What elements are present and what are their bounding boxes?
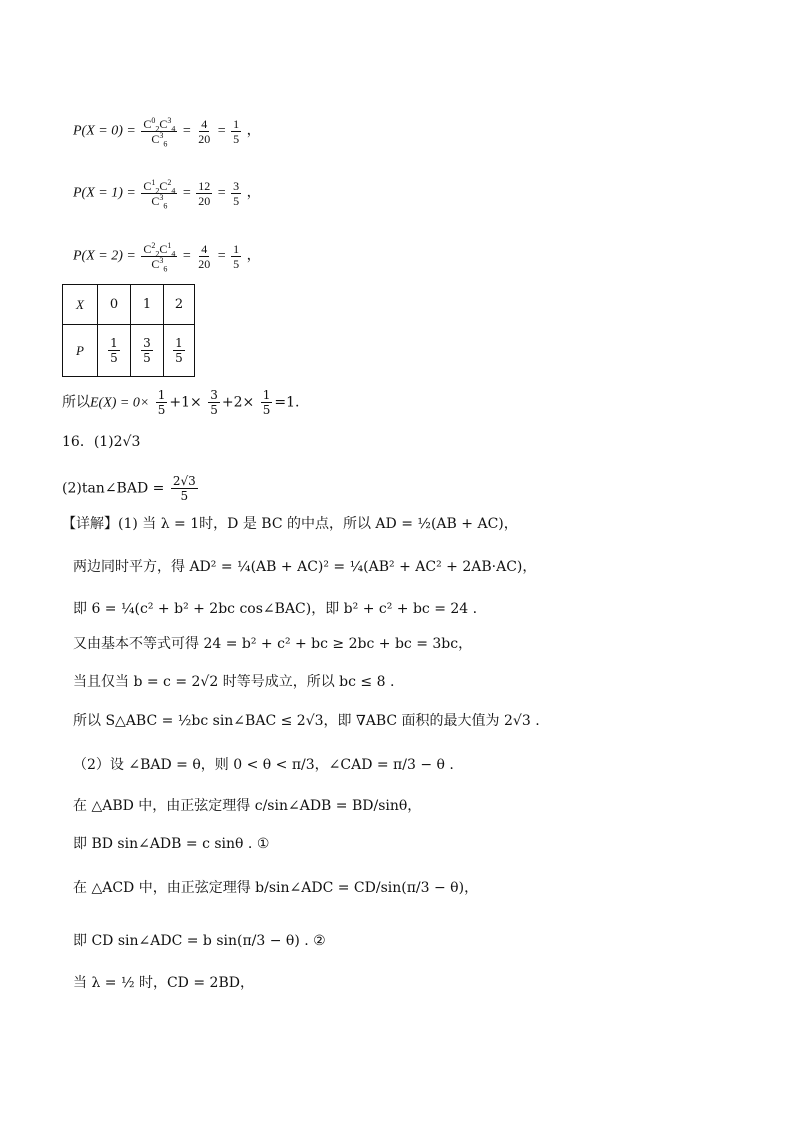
expect-lhs: E(X) = 0× <box>90 395 150 411</box>
px0-lhs: P(X = 0) = <box>73 123 136 139</box>
q16-answer-2: (2)tan∠BAD = $\frac{2√3}{5}$ <box>62 474 196 503</box>
expectation-line: 所以E(X) = 0× $\frac{1}{5}$ +1× $\frac{3}{5}$ +2× $\frac{1}{5}$ =1. <box>62 388 300 417</box>
px2-lhs: P(X = 2) = <box>73 248 136 264</box>
table-cell: $\frac{1}{5}$ <box>98 325 131 377</box>
formula-px0: P(X = 0) = $\frac{C^0_2C^3_4}{C^3_6}$ = $\frac{4}{20}$ = $\frac{1}{5}$ ， <box>73 116 261 149</box>
px1-fraction-2: $\frac{3}{5}$ <box>233 179 240 208</box>
px1-combination-fraction: $\frac{C^1_2C^2_4}{C^3_6}$ <box>143 178 176 211</box>
detail-line-10: 在 △ACD 中，由正弦定理得 b/sin∠ADC = CD/sin(π/3 − θ)， <box>73 880 479 896</box>
table-row <box>63 325 195 377</box>
distribution-table <box>62 284 195 377</box>
px1-lhs: P(X = 1) = <box>73 185 136 201</box>
table-cell: $\frac{3}{5}$ <box>131 325 164 377</box>
detail-line-3: 即 6 = ¼(c² + b² + 2bc cos∠BAC)，即 b² + c² + bc = 24 . <box>73 601 478 617</box>
detail-line-6: 所以 S△ABC = ½bc sin∠BAC ≤ 2√3，即 ∇ABC 面积的最大值为 2√3 . <box>73 713 540 729</box>
formula-px2: P(X = 2) = $\frac{C^2_2C^1_4}{C^3_6}$ = $\frac{4}{20}$ = $\frac{1}{5}$ ， <box>73 241 261 274</box>
formula-px1: P(X = 1) = $\frac{C^1_2C^2_4}{C^3_6}$ = $\frac{12}{20}$ = $\frac{3}{5}$ ， <box>73 178 261 211</box>
detail-line-4: 又由基本不等式可得 24 = b² + c² + bc ≥ 2bc + bc = 3bc， <box>73 636 473 652</box>
detail-line-12: 当 λ = ½ 时，CD = 2BD， <box>73 975 254 991</box>
table-cell: P <box>63 325 98 377</box>
detail-line-7: （2）设 ∠BAD = θ，则 0 < θ < π/3，∠CAD = π/3 − θ . <box>73 757 454 773</box>
px0-combination-fraction: $\frac{C^0_2C^3_4}{C^3_6}$ <box>143 116 176 149</box>
table-row <box>63 285 195 325</box>
detail-line-11: 即 CD sin∠ADC = b sin(π/3 − θ) . ② <box>73 933 326 949</box>
detail-line-1: 【详解】(1) 当 λ = 1时，D 是 BC 的中点，所以 AD = ½(AB + AC)， <box>62 516 518 532</box>
table-cell: 0 <box>98 285 131 325</box>
px1-fraction-1: $\frac{12}{20}$ <box>198 179 211 208</box>
detail-line-9: 即 BD sin∠ADB = c sinθ . ① <box>73 836 270 852</box>
detail-line-5: 当且仅当 b = c = 2√2 时等号成立，所以 bc ≤ 8 . <box>73 674 395 690</box>
expect-prefix: 所以 <box>62 394 90 411</box>
px0-fraction-1: $\frac{4}{20}$ <box>198 117 211 146</box>
px2-fraction-1: $\frac{4}{20}$ <box>198 242 211 271</box>
px2-fraction-2: $\frac{1}{5}$ <box>233 242 240 271</box>
px0-fraction-2: $\frac{1}{5}$ <box>233 117 240 146</box>
table-cell: 1 <box>131 285 164 325</box>
q16-answer-1: 16．(1)2√3 <box>62 434 141 450</box>
table-cell: X <box>63 285 98 325</box>
detail-line-2: 两边同时平方，得 AD² = ¼(AB + AC)² = ¼(AB² + AC² + 2AB·AC)， <box>73 559 537 575</box>
table-cell: 2 <box>164 285 195 325</box>
table-cell: $\frac{1}{5}$ <box>164 325 195 377</box>
detail-line-8: 在 △ABD 中，由正弦定理得 c/sin∠ADB = BD/sinθ， <box>73 798 422 814</box>
px2-combination-fraction: $\frac{C^2_2C^1_4}{C^3_6}$ <box>143 241 176 274</box>
